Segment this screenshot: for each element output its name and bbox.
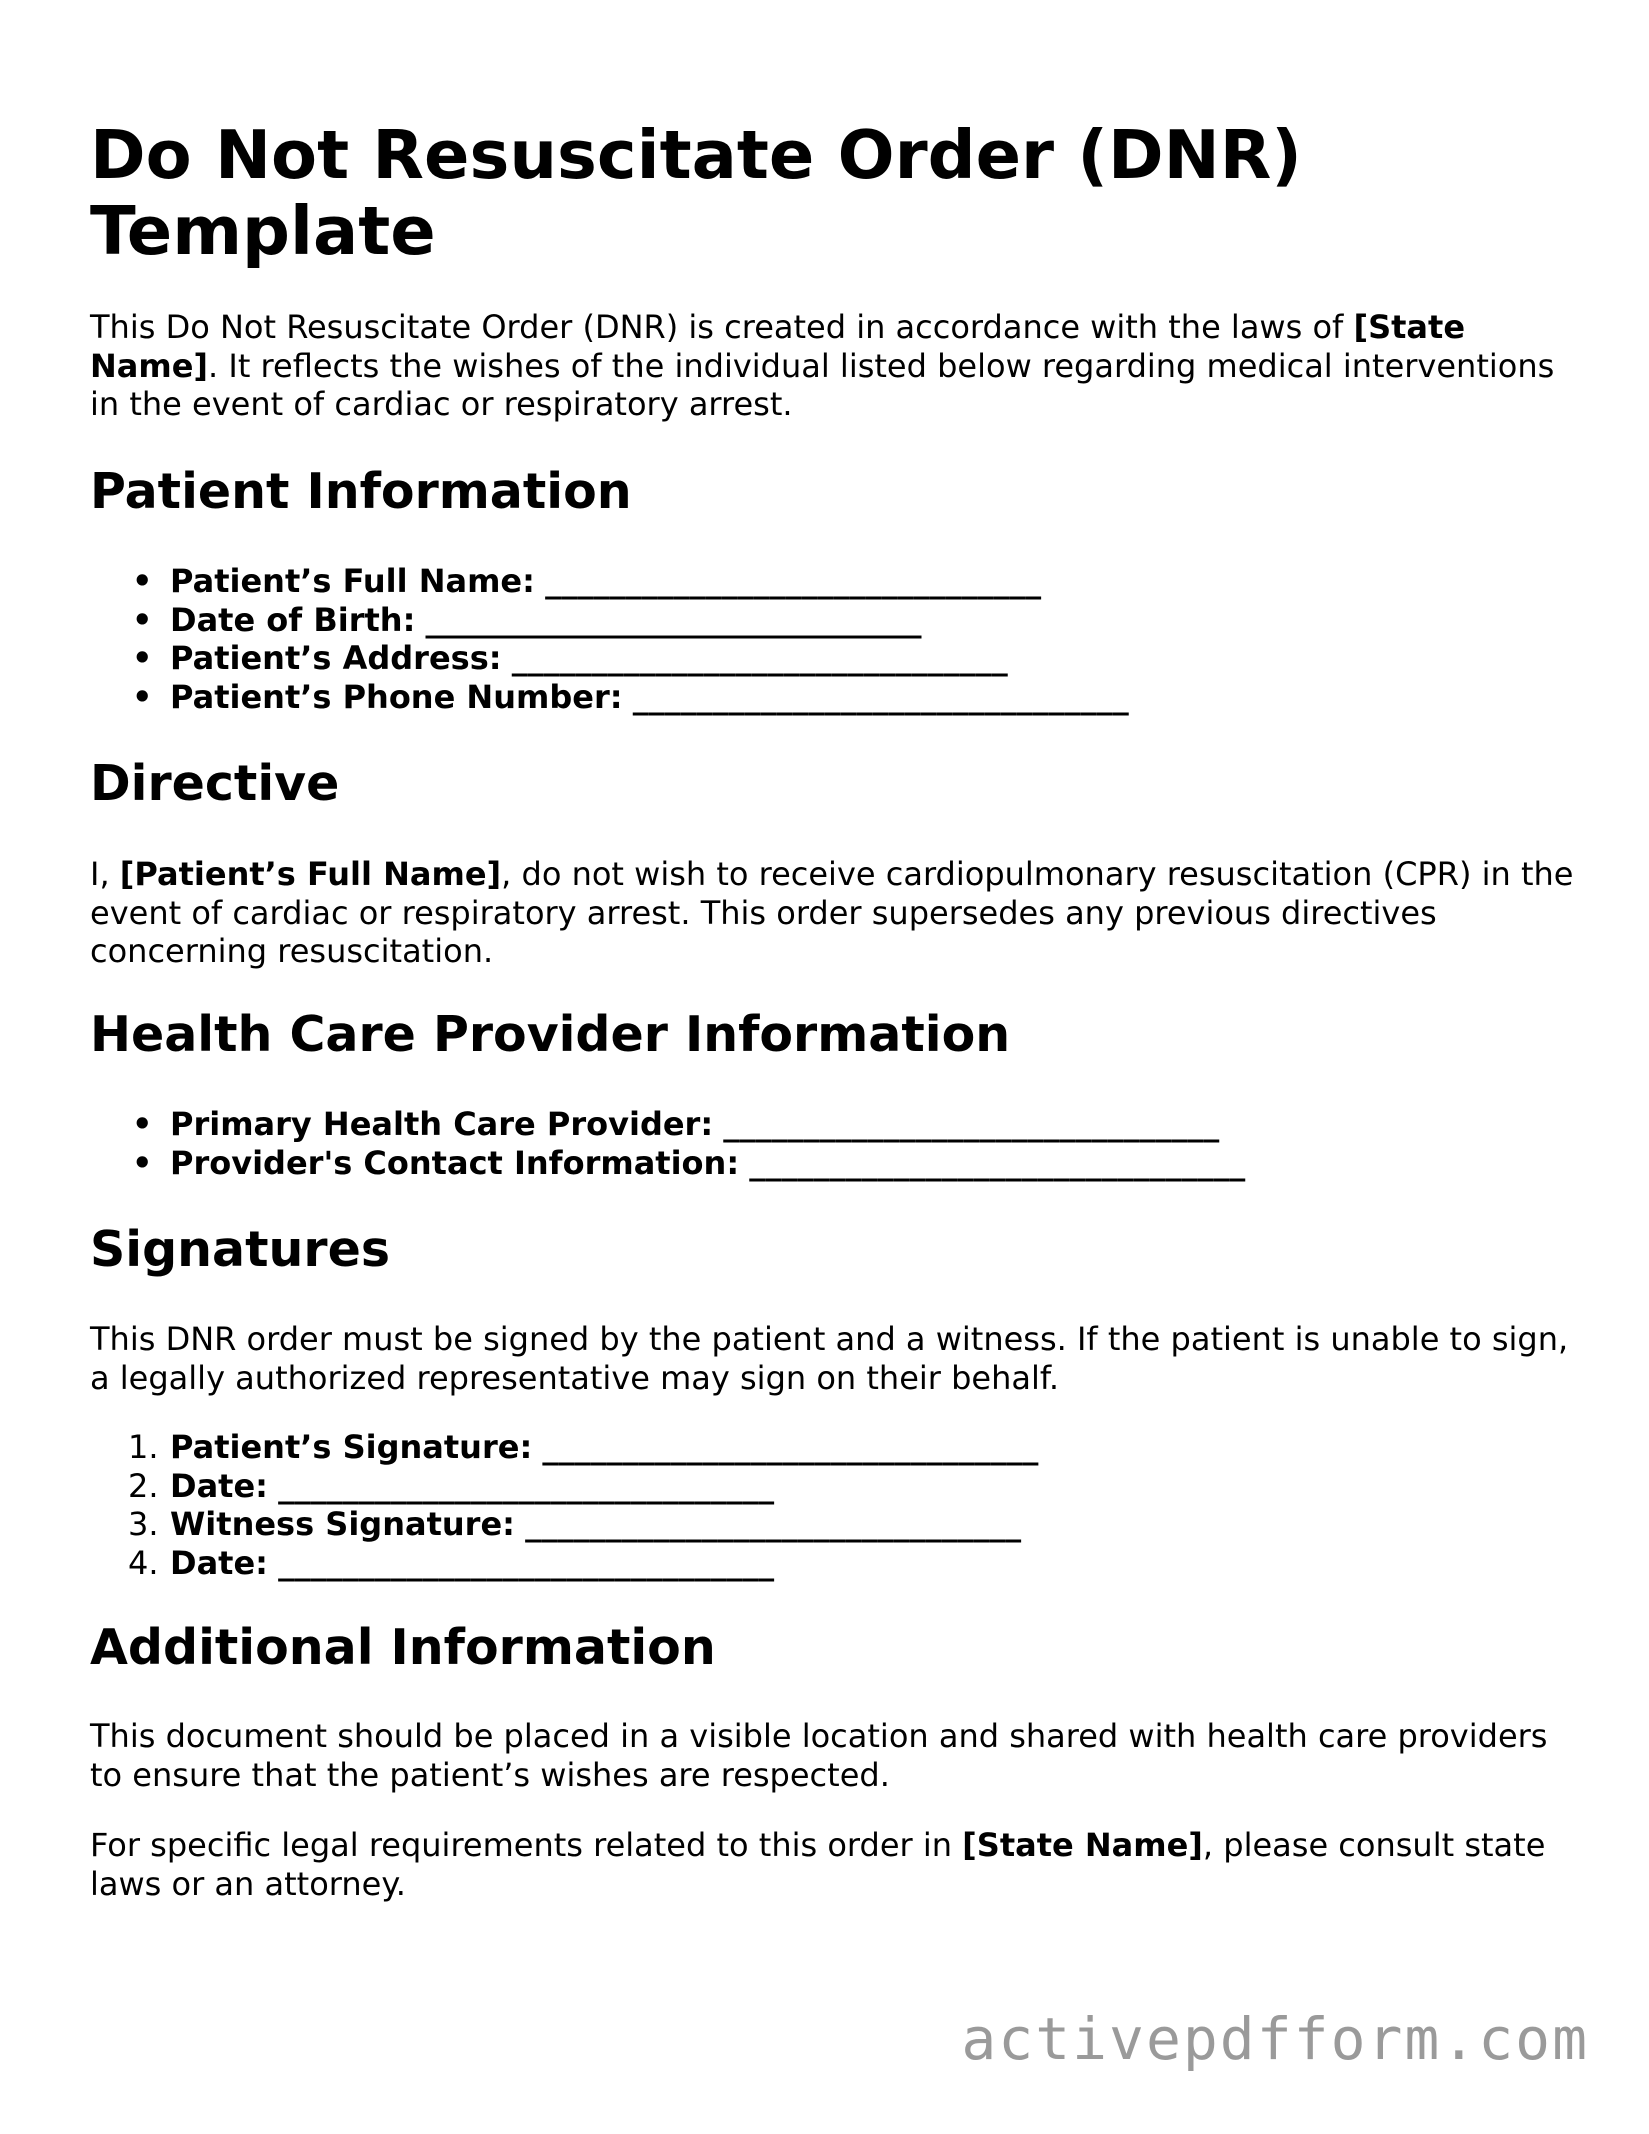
- intro-paragraph: [90, 308, 1580, 424]
- directive-heading: Directive: [90, 755, 340, 812]
- signatures-list: [90, 1428, 1038, 1582]
- list-item: • Patient’s Address: _______________________________: [90, 639, 1129, 678]
- patient-information-list: [90, 562, 1129, 716]
- watermark: activepdfform.com: [961, 2005, 1589, 2073]
- patient-information-heading: Patient Information: [90, 463, 632, 520]
- state-name-placeholder: [State Name]: [962, 1826, 1203, 1864]
- list-item: • Patient’s Phone Number: _______________________________: [90, 678, 1129, 717]
- fill-in-blank[interactable]: _______________________________: [749, 1143, 1246, 1182]
- page-title: Do Not Resuscitate Order (DNR) Template: [90, 116, 1302, 270]
- provider-information-list: [90, 1105, 1245, 1182]
- fill-in-blank[interactable]: _______________________________: [278, 1466, 775, 1505]
- intro-text: This Do Not Resuscitate Order (DNR) is created in accordance with the laws of: [90, 308, 1354, 346]
- list-item: • Patient’s Full Name: _______________________________: [90, 562, 1129, 601]
- list-item: 1. Patient’s Signature: _______________________________: [128, 1428, 1039, 1466]
- directive-paragraph: I, [Patient’s Full Name], do not wish to receive cardiopulmonary resuscitation (CPR) in the event of cardiac or respiratory arrest. This order supersedes any previous directives concerning resuscitation.: [90, 855, 1574, 970]
- list-item: • Date of Birth: _______________________________: [90, 601, 1129, 640]
- fill-in-blank[interactable]: _______________________________: [425, 600, 922, 639]
- additional-paragraph-2: For specific legal requirements related to this order in [State Name], please consult state laws or an attorney.: [90, 1826, 1546, 1903]
- fill-in-blank[interactable]: _______________________________: [545, 562, 1042, 600]
- signatures-paragraph: This DNR order must be signed by the patient and a witness. If the patient is unable to sign, a legally authorized representative may sign on their behalf.: [90, 1320, 1569, 1397]
- fill-in-blank[interactable]: _______________________________: [632, 677, 1129, 716]
- additional-paragraph-1: This document should be placed in a visible location and shared with health care providers to ensure that the patient’s wishes are respected.: [90, 1717, 1548, 1794]
- list-item: 3. Witness Signature: _______________________________: [128, 1505, 1022, 1543]
- list-item: 4. Date: _______________________________: [128, 1543, 775, 1582]
- additional-information-heading: Additional Information: [90, 1619, 716, 1676]
- list-item: • Provider's Contact Information: _______________________________: [90, 1144, 1245, 1183]
- fill-in-blank[interactable]: _______________________________: [278, 1543, 775, 1582]
- list-item: • Primary Health Care Provider: _______________________________: [90, 1105, 1245, 1144]
- list-item: 2. Date: _______________________________: [128, 1466, 775, 1505]
- fill-in-blank[interactable]: _______________________________: [525, 1505, 1022, 1543]
- health-care-provider-heading: Health Care Provider Information: [90, 1006, 1011, 1063]
- state-name-placeholder: [State Name]: [90, 308, 1466, 385]
- fill-in-blank[interactable]: _______________________________: [511, 639, 1008, 677]
- patient-name-placeholder: [Patient’s Full Name]: [119, 855, 502, 893]
- fill-in-blank[interactable]: _______________________________: [542, 1428, 1039, 1466]
- fill-in-blank[interactable]: _______________________________: [723, 1105, 1220, 1143]
- intro-text-continued: . It reflects the wishes of the individual listed below regarding medical interventions in the event of cardiac or respiratory arrest.: [90, 346, 1555, 423]
- signatures-heading: Signatures: [90, 1221, 390, 1278]
